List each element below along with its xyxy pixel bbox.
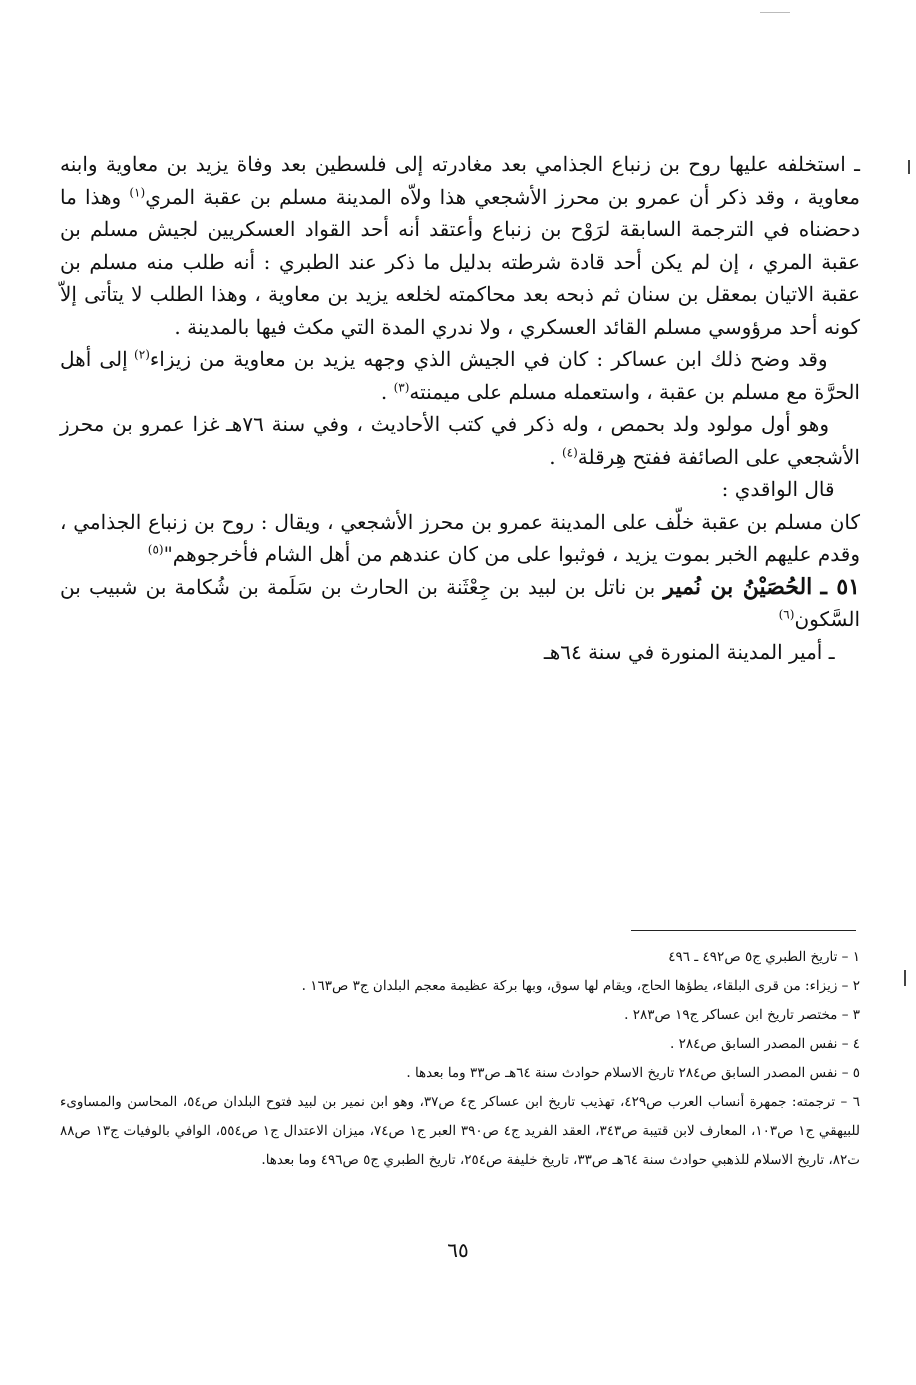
paragraph-5-quote: كان مسلم بن عقبة خلّف على المدينة عمرو بن محرز الأشجعي ، ويقال : روح بن زنباع الجذامي ، وقدم عليهم الخبر بموت يزيد ، فوثبوا على من كان عندهم من أهل الشام فأخرجوهم"$^{(٥)}$ xyxy=(60,509,860,566)
footnote-ref-4[interactable]: (٤) xyxy=(561,444,578,459)
footnote-2: ٢ – زيزاء: من قرى البلقاء، يطؤها الحاج، ويقام لها سوق، وبها بركة عظيمة معجم البلدان ج٣ ص١٦٣ . xyxy=(301,978,860,994)
footnote-4: ٤ – نفس المصدر السابق ص٢٨٤ . xyxy=(670,1036,860,1052)
paragraph-3: وهو أول مولود ولد بحمص ، وله ذكر في كتب الأحاديث ، وفي سنة ٧٦هـ غزا عمرو بن محرز الأشجعي على الصائفة ففتح هِرقلة$^{(٤)}$ . xyxy=(60,412,860,469)
biography-heading: ٥١ ـ الحُصَيْنُ بن نُمير بن ناتل بن لبيد بن جِعْثَنة بن الحارث بن سَلَمة بن شُكامة بن شبيب بن السَّكون$^{(٦)}$ xyxy=(60,573,860,631)
margin-mark-top xyxy=(908,160,910,174)
footnote-ref-1[interactable]: (١) xyxy=(129,184,146,199)
margin-mark-bottom xyxy=(904,970,906,986)
footnote-ref-3[interactable]: (٣) xyxy=(393,379,410,394)
footnote-6: ٦ – ترجمته: جمهرة أنساب العرب ص٤٢٩، تهذيب تاريخ ابن عساكر ج٤ ص٣٧، وهو ابن نمير بن لبيد فتوح البلدان ص٥٤، المحاسن والمساوىء للبيهقي ج١ ص١٠٣، المعارف لابن قتيبة ص٣٤٣، العقد الفريد ج٤ ص٣٩٠ العبر ج١ ص٧٤، ميزان الاعتدال ج١ ص٥٥٤، الوافي بالوفيات ج١٣ ص٨٨ ت٨٢، تاريخ الاسلام للذهبي حوادث سنة ٦٤هـ ص٣٣، تاريخ خليفة ص٢٥٤، تاريخ الطبري ج٥ ص٤٩٦ وما بعدها. xyxy=(60,1094,860,1168)
footnote-1: ١ – تاريخ الطبري ج٥ ص٤٩٢ ـ ٤٩٦ xyxy=(668,949,860,965)
footnote-5: ٥ – نفس المصدر السابق ص٢٨٤ تاريخ الاسلام حوادث سنة ٦٤هـ ص٣٣ وما بعدها . xyxy=(406,1065,860,1081)
footnote-divider xyxy=(631,930,856,931)
paragraph-4: قال الواقدي : xyxy=(721,477,835,501)
paragraph-6: ـ أمير المدينة المنورة في سنة ٦٤هـ xyxy=(543,639,835,664)
footnote-ref-6[interactable]: (٦) xyxy=(778,607,795,622)
scan-mark xyxy=(760,12,790,13)
footnote-ref-2[interactable]: (٢) xyxy=(134,347,150,362)
entry-name: الحُصَيْنُ بن نُمير xyxy=(663,573,813,600)
footnote-ref-5[interactable]: (٥) xyxy=(147,542,164,557)
page-number: ٦٥ xyxy=(447,1238,469,1262)
footnotes-section xyxy=(60,943,860,1175)
paragraph-2: وقد وضح ذلك ابن عساكر : كان في الجيش الذي وجهه يزيد بن معاوية من زيزاء$^{(٢)}$ إلى أهل الحرَّة مع مسلم بن عقبة ، واستعمله مسلم على ميمنته$^{(٣)}$ . xyxy=(60,347,860,404)
footnote-3: ٣ – مختصر تاريخ ابن عساكر ج١٩ ص٢٨٣ . xyxy=(624,1007,860,1023)
paragraph-1: ـ استخلفه عليها روح بن زنباع الجذامي بعد مغادرته إلى فلسطين بعد وفاة يزيد بن معاوية وابنه معاوية ، وقد ذكر أن عمرو بن محرز الأشجعي هذا ولاّه المدينة مسلم بن عقبة المري$^{(١)}$ وهذا ما دحضناه في الترجمة السابقة لرَوْح بن زنباع وأعتقد أنه أحد القواد العسكريين لجيش مسلم بن عقبة المري ، إن لم يكن أحد قادة شرطته بدليل ما ذكر عند الطبري : أنه طلب منه مسلم بن عقبة الاتيان بمعقل بن سنان ثم ذبحه بعد محاكمته لخلعه يزيد بن معاوية ، وهذا الطلب لا يتأتى إلاّ كونه أحد مرؤوسي مسلم القائد العسكري ، ولا ندري المدة التي مكث فيها بالمدينة . xyxy=(60,152,861,339)
main-text-body xyxy=(60,148,860,668)
entry-number: ٥١ ـ xyxy=(820,573,860,600)
